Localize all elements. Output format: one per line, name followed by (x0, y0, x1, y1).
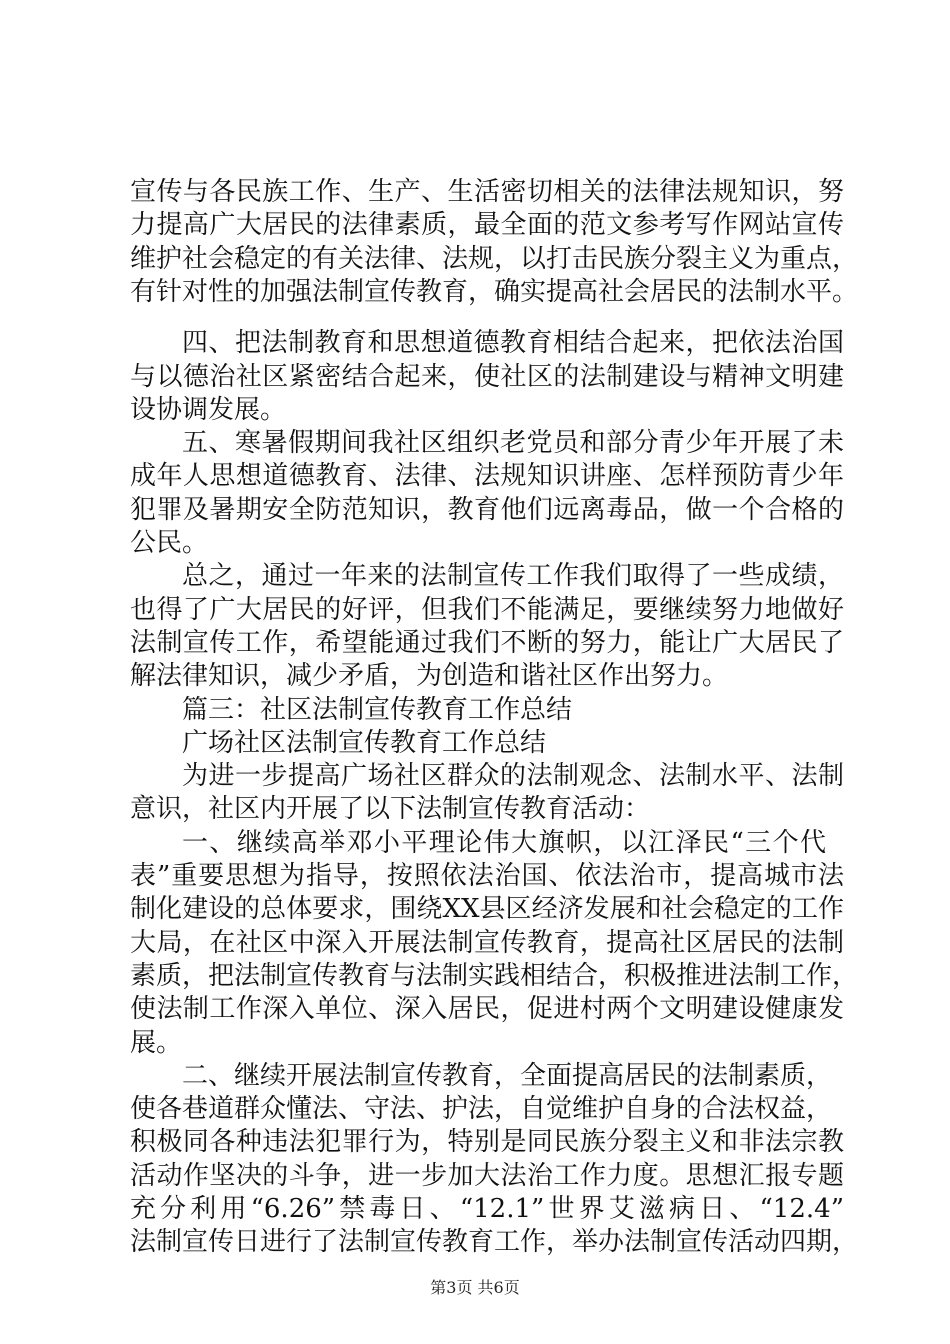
text-line: 二、继续开展法制宣传教育，全面提高居民的法制素质， (182, 1061, 833, 1091)
text-line: 设协调发展。 (130, 395, 287, 425)
text-line: 宣传与各民族工作、生产、生活密切相关的法律法规知识，努 (130, 177, 844, 207)
text-line: 四、把法制教育和思想道德教育相结合起来，把依法治国 (182, 328, 844, 358)
text-line: 使法制工作深入单位、深入居民，促进村两个文明建设健康发 (130, 994, 844, 1024)
text-line: 使各巷道群众懂法、守法、护法，自觉维护自身的合法权益， (130, 1094, 833, 1124)
document-title: 广场社区法制宣传教育工作总结 (182, 728, 547, 758)
text-line: 素质，把法制宣传教育与法制实践相结合，积极推进法制工作， (130, 961, 859, 991)
text-line: 法制宣传工作，希望能通过我们不断的努力，能让广大居民了 (130, 628, 844, 658)
text-line: 力提高广大居民的法律素质，最全面的范文参考写作网站宣传 (130, 210, 844, 240)
text-line: 成年人思想道德教育、法律、法规知识讲座、怎样预防青少年 (130, 461, 844, 491)
text-line: 为进一步提高广场社区群众的法制观念、法制水平、法制 (182, 761, 844, 791)
text-line: 与以德治社区紧密结合起来，使社区的法制建设与精神文明建 (130, 362, 844, 392)
text-line: 法制宣传日进行了法制宣传教育工作，举办法制宣传活动四期， (130, 1227, 859, 1257)
text-line: 公民。 (130, 528, 209, 558)
text-line: 总之，通过一年来的法制宣传工作我们取得了一些成绩， (182, 561, 844, 591)
text-line: 维护社会稳定的有关法律、法规，以打击民族分裂主义为重点， (130, 244, 859, 274)
text-line: 五、寒暑假期间我社区组织老党员和部分青少年开展了未 (182, 428, 844, 458)
text-line: 制化建设的总体要求，围绕XX县区经济发展和社会稳定的工作 (130, 894, 844, 924)
text-line: 意识，社区内开展了以下法制宣传教育活动： (130, 794, 651, 824)
text-line: 积极同各种违法犯罪行为，特别是同民族分裂主义和非法宗教 (130, 1127, 844, 1157)
text-line: 活动作坚决的斗争，进一步加大法治工作力度。思想汇报专题 (130, 1161, 844, 1191)
text-line: 也得了广大居民的好评，但我们不能满足，要继续努力地做好 (130, 595, 844, 625)
text-line: 展。 (130, 1028, 183, 1058)
text-line: 解法律知识，减少矛盾，为创造和谐社区作出努力。 (130, 661, 729, 691)
text-line: 大局，在社区中深入开展法制宣传教育，提高社区居民的法制 (130, 928, 844, 958)
text-line: 充分利用“6.26”禁毒日、“12.1”世界艾滋病日、“12.4” (130, 1194, 844, 1224)
section-heading: 篇三：社区法制宣传教育工作总结 (182, 695, 573, 725)
page-number: 第3页 共6页 (430, 1278, 520, 1297)
text-line: 犯罪及暑期安全防范知识，教育他们远离毒品，做一个合格的 (130, 495, 844, 525)
text-line: 一、继续高举邓小平理论伟大旗帜，以江泽民“三个代 (182, 828, 826, 858)
text-line: 表”重要思想为指导，按照依法治国、依法治市，提高城市法 (130, 861, 844, 891)
text-line: 有针对性的加强法制宣传教育，确实提高社会居民的法制水平。 (130, 277, 859, 307)
